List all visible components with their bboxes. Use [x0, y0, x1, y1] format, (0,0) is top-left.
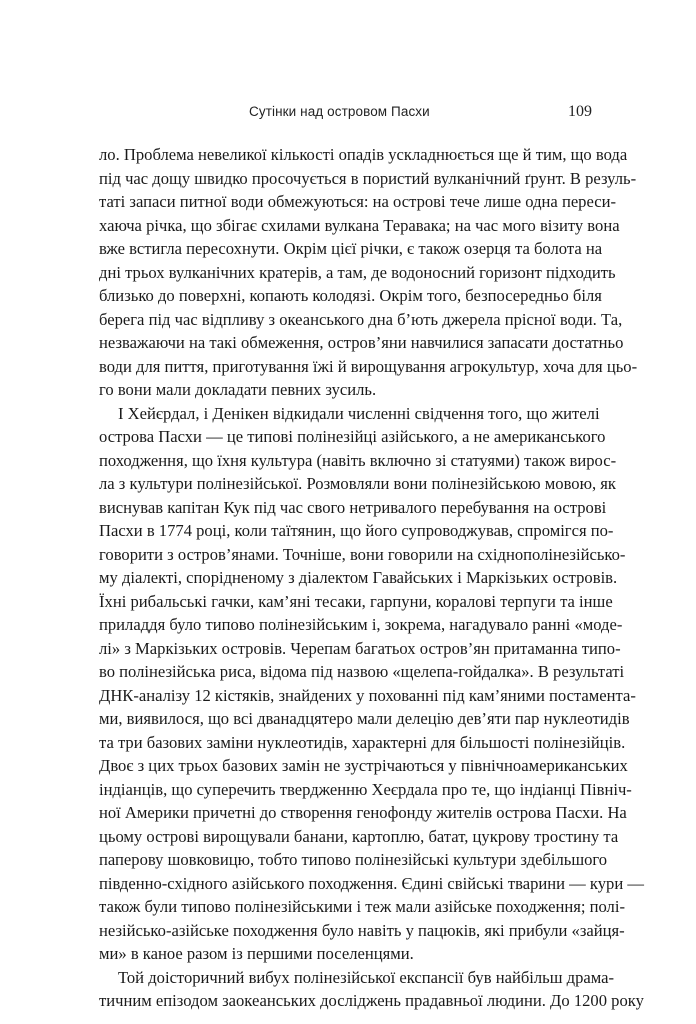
text-line: ло. Проблема невеликої кількості опадів ускладнюється ще й тим, що вода	[99, 145, 628, 164]
text-line: дні трьох вулканічних кратерів, а там, де водоносний горизонт підходить	[99, 262, 616, 282]
text-line: таті запаси питної води обмежуються: на острові тече лише одна переси-	[99, 192, 617, 211]
text-line: острова Пасхи — це типові полінезійці азійського, а не американського	[99, 427, 606, 446]
text-line: незважаючи на такі обмеження, остров’яни навчилися запасати достатньо	[99, 333, 624, 352]
text-line: індіанців, що суперечить твердженню Хеєрдала про те, що індіанці Північ-	[99, 779, 632, 799]
text-line: та три базових заміни нуклеотидів, характерні для більшості полінезійців.	[99, 732, 626, 752]
body-text	[99, 143, 644, 1013]
text-line: І Хейєрдал, і Денікен відкидали численні свідчення того, що жителі	[118, 403, 600, 423]
running-header	[0, 104, 696, 124]
page-number: 109	[568, 103, 592, 120]
text-line: води для пиття, приготування їжі й вирощування агрокультур, хоча для цьо-	[99, 356, 638, 376]
text-line: походження, що їхня культура (навіть включно зі статуями) також вирос-	[99, 450, 617, 470]
text-line: Двоє з цих трьох базових замін не зустрічаються у північноамериканських	[99, 756, 628, 775]
text-line: го вони мали докладати певних зусиль.	[99, 380, 377, 399]
running-title: Сутінки над островом Пасхи	[249, 104, 430, 119]
text-line: во полінезійська риса, відома під назвою «щелепа-гойдалка». В результаті	[99, 662, 625, 681]
text-line: му діалекті, спорідненому з діалектом Гавайських і Маркізьких островів.	[99, 568, 618, 587]
text-line: приладдя було типово полінезійським і, зокрема, нагадувало ранні «моде-	[99, 615, 623, 634]
text-line: виснував капітан Кук під час свого нетривалого перебування на острові	[99, 497, 607, 517]
text-line: ла з культури полінезійської. Розмовляли вони полінезійською мовою, як	[99, 474, 616, 493]
text-line: тичним епізодом заокеанських досліджень прадавньої людини. До 1200 року	[99, 991, 644, 1010]
text-line: ної Америки причетні до створення генофонду жителів острова Пасхи. На	[99, 803, 627, 822]
text-line: цьому острові вирощували банани, картоплю, батат, цукрову тростину та	[99, 826, 619, 846]
text-line: ми» в каное разом із першими поселенцями.	[99, 944, 414, 963]
text-line: незійсько-азійське походження було навіть у пацюків, які прибули «зайця-	[99, 920, 625, 940]
text-line: під час дощу швидко просочується в пористий вулканічний ґрунт. В резуль-	[99, 168, 637, 188]
text-line: ми, виявилося, що всі дванадцятеро мали делецію дев’яти пар нуклеотидів	[99, 709, 630, 728]
text-line: південно-східного азійського походження. Єдині свійські тварини — кури —	[99, 873, 644, 893]
text-line: хаюча річка, що збігає схилами вулкана Теравака; на час мого візиту вона	[99, 215, 620, 235]
text-line: берега під час відпливу з океанського дна б’ють джерела прісної води. Та,	[99, 309, 623, 329]
text-line: також були типово полінезійськими і теж мали азійське походження; полі-	[99, 897, 625, 916]
text-line: лі» з Маркізьких островів. Черепам багатьох остров’ян притаманна типо-	[99, 638, 621, 658]
text-line: ДНК-аналізу 12 кістяків, знайдених у похованні під кам’яними постамента-	[99, 685, 636, 705]
text-line: паперову шовковицю, тобто типово полінезійські культури здебільшого	[99, 850, 608, 869]
text-line: близько до поверхні, копають колодязі. Окрім того, безпосередньо біля	[99, 286, 602, 305]
text-line: Той доісторичний вибух полінезійської експансії був найбільш драма-	[118, 967, 615, 987]
text-line: Пасхи в 1774 році, коли таїтянин, що його супроводжував, спромігся по-	[99, 521, 614, 540]
text-line: вже встигла пересохнути. Окрім цієї річки, є також озерця та болота на	[99, 239, 603, 258]
text-line: Їхні рибальські гачки, кам’яні тесаки, гарпуни, коралові терпуги та інше	[99, 591, 613, 611]
text-line: говорити з остров’янами. Точніше, вони говорили на східнополінезійсько-	[99, 544, 626, 564]
